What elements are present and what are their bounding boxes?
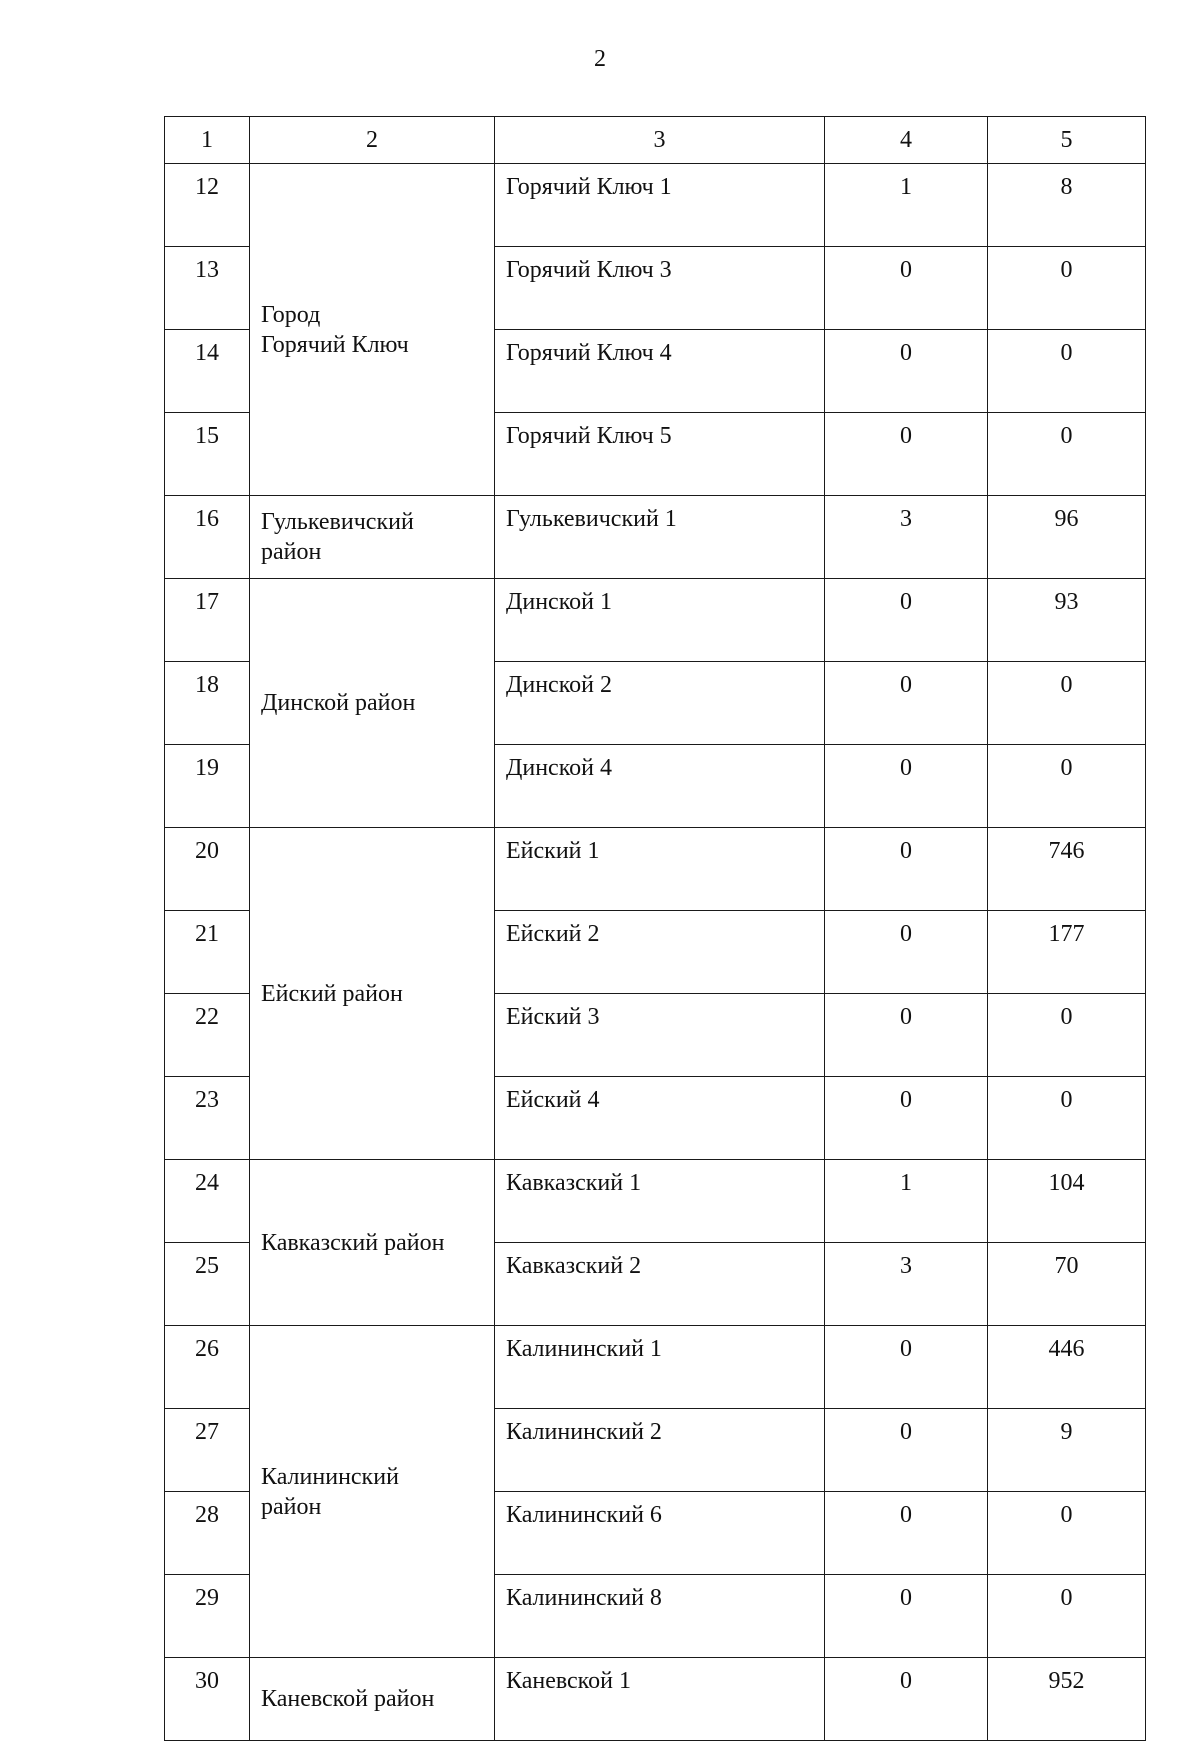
- value-col-5: 0: [988, 1575, 1146, 1658]
- district-cell: [250, 828, 495, 1160]
- value-col-4: 0: [825, 1077, 988, 1160]
- value-col-4: 0: [825, 330, 988, 413]
- district-cell: [250, 1326, 495, 1658]
- value-col-4: 0: [825, 579, 988, 662]
- station-name: Гулькевичский 1: [495, 496, 825, 579]
- table-body: [165, 117, 1146, 1741]
- district-name: Кавказский район: [261, 1229, 445, 1256]
- value-col-4: 3: [825, 1243, 988, 1326]
- district-cell: [250, 579, 495, 828]
- station-name: Динской 4: [495, 745, 825, 828]
- data-table: [164, 116, 1146, 1741]
- district-cell: [250, 1160, 495, 1326]
- value-col-5: 8: [988, 164, 1146, 247]
- row-number: 27: [165, 1409, 250, 1492]
- station-name: Ейский 1: [495, 828, 825, 911]
- district-name: Гулькевичский район: [261, 509, 414, 565]
- value-col-4: 0: [825, 1326, 988, 1409]
- value-col-4: 0: [825, 828, 988, 911]
- header-row: [165, 117, 1146, 164]
- value-col-5: 70: [988, 1243, 1146, 1326]
- district-cell: [250, 164, 495, 496]
- table-row: [165, 496, 1146, 579]
- header-cell-2: 2: [250, 117, 495, 164]
- row-number: 28: [165, 1492, 250, 1575]
- station-name: Ейский 2: [495, 911, 825, 994]
- station-name: Ейский 3: [495, 994, 825, 1077]
- station-name: Динской 1: [495, 579, 825, 662]
- station-name: Калининский 6: [495, 1492, 825, 1575]
- value-col-4: 1: [825, 164, 988, 247]
- row-number: 26: [165, 1326, 250, 1409]
- value-col-4: 0: [825, 1575, 988, 1658]
- row-number: 12: [165, 164, 250, 247]
- station-name: Калининский 1: [495, 1326, 825, 1409]
- station-name: Динской 2: [495, 662, 825, 745]
- table-row: [165, 1160, 1146, 1243]
- station-name: Горячий Ключ 5: [495, 413, 825, 496]
- value-col-5: 0: [988, 413, 1146, 496]
- value-col-5: 93: [988, 579, 1146, 662]
- value-col-4: 0: [825, 1658, 988, 1741]
- value-col-5: 0: [988, 247, 1146, 330]
- value-col-5: 952: [988, 1658, 1146, 1741]
- station-name: Кавказский 1: [495, 1160, 825, 1243]
- page-number: 2: [594, 46, 606, 72]
- district-name: Ейский район: [261, 980, 403, 1007]
- row-number: 24: [165, 1160, 250, 1243]
- value-col-4: 0: [825, 1492, 988, 1575]
- value-col-5: 177: [988, 911, 1146, 994]
- value-col-5: 96: [988, 496, 1146, 579]
- station-name: Калининский 2: [495, 1409, 825, 1492]
- value-col-4: 0: [825, 1409, 988, 1492]
- value-col-5: 0: [988, 745, 1146, 828]
- row-number: 20: [165, 828, 250, 911]
- district-cell: [250, 1658, 495, 1741]
- row-number: 22: [165, 994, 250, 1077]
- row-number: 18: [165, 662, 250, 745]
- header-cell-3: 3: [495, 117, 825, 164]
- value-col-5: 9: [988, 1409, 1146, 1492]
- district-name: Динской район: [261, 690, 416, 716]
- district-name: Калининский район: [261, 1463, 399, 1520]
- row-number: 23: [165, 1077, 250, 1160]
- table-row: [165, 1658, 1146, 1741]
- row-number: 19: [165, 745, 250, 828]
- table-row: [165, 164, 1146, 247]
- value-col-4: 3: [825, 496, 988, 579]
- station-name: Кавказский 2: [495, 1243, 825, 1326]
- station-name: Ейский 4: [495, 1077, 825, 1160]
- table-row: [165, 828, 1146, 911]
- value-col-5: 746: [988, 828, 1146, 911]
- header-cell-1: 1: [165, 117, 250, 164]
- row-number: 21: [165, 911, 250, 994]
- row-number: 16: [165, 496, 250, 579]
- row-number: 15: [165, 413, 250, 496]
- row-number: 13: [165, 247, 250, 330]
- table-row: [165, 579, 1146, 662]
- station-name: Каневской 1: [495, 1658, 825, 1741]
- station-name: Горячий Ключ 4: [495, 330, 825, 413]
- value-col-5: 104: [988, 1160, 1146, 1243]
- row-number: 25: [165, 1243, 250, 1326]
- value-col-4: 0: [825, 413, 988, 496]
- value-col-5: 0: [988, 330, 1146, 413]
- row-number: 14: [165, 330, 250, 413]
- row-number: 29: [165, 1575, 250, 1658]
- value-col-4: 0: [825, 662, 988, 745]
- value-col-5: 0: [988, 994, 1146, 1077]
- header-cell-4: 4: [825, 117, 988, 164]
- table-row: [165, 1326, 1146, 1409]
- value-col-5: 446: [988, 1326, 1146, 1409]
- value-col-4: 0: [825, 911, 988, 994]
- district-name: Каневской район: [261, 1686, 435, 1712]
- value-col-5: 0: [988, 662, 1146, 745]
- header-cell-5: 5: [988, 117, 1146, 164]
- station-name: Калининский 8: [495, 1575, 825, 1658]
- value-col-4: 0: [825, 745, 988, 828]
- value-col-5: 0: [988, 1077, 1146, 1160]
- district-cell: [250, 496, 495, 579]
- value-col-4: 1: [825, 1160, 988, 1243]
- value-col-5: 0: [988, 1492, 1146, 1575]
- value-col-4: 0: [825, 247, 988, 330]
- district-name: Город Горячий Ключ: [261, 301, 409, 358]
- value-col-4: 0: [825, 994, 988, 1077]
- station-name: Горячий Ключ 3: [495, 247, 825, 330]
- row-number: 17: [165, 579, 250, 662]
- row-number: 30: [165, 1658, 250, 1741]
- station-name: Горячий Ключ 1: [495, 164, 825, 247]
